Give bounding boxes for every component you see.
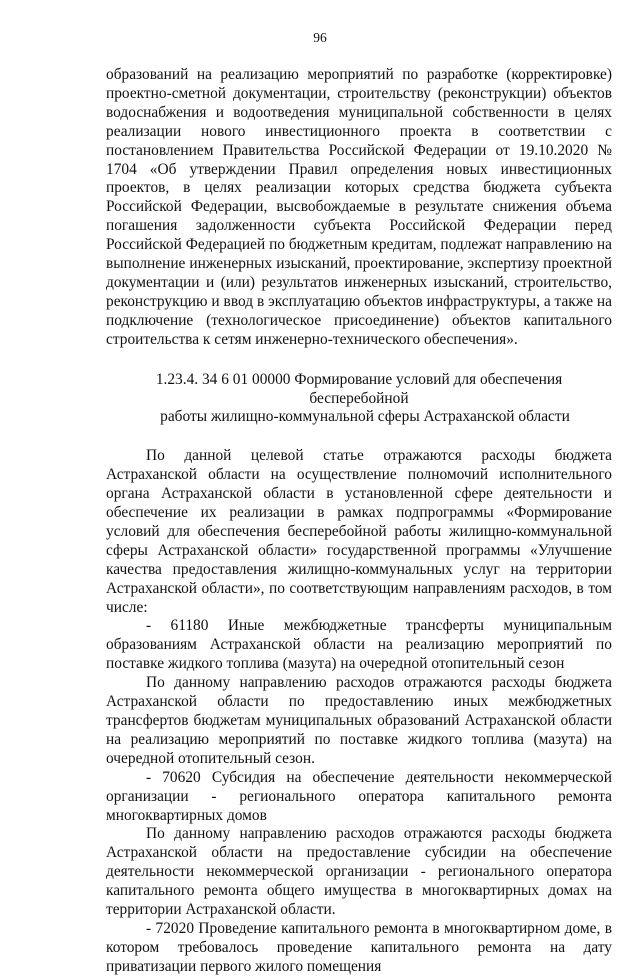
document-body xyxy=(106,66,612,977)
paragraph-item-61180: - 61180 Иные межбюджетные трансферты муниципальным образованиям Астраханской области на реализацию мероприятий по поставке жидкого топлива (мазута) на очередной отопительный сезон xyxy=(106,617,612,673)
paragraph-intro: По данной целевой статье отражаются расходы бюджета Астраханской области на осуществление полномочий исполнительного органа Астраханской области в установленной сфере деятельности и обеспечение их реализации в рамках подпрограммы «Формирование условий для обеспечения бесперебойной работы жилищно-коммунальной сферы Астраханской области» государственной программы «Улучшение качества предоставления жилищно-коммунальных услуг на территории Астраханской области», по соответствующим направлениям расходов, в том числе: xyxy=(106,447,612,616)
page-number: 96 xyxy=(313,30,327,45)
section-heading xyxy=(106,371,612,428)
paragraph-item-72020: - 72020 Проведение капитального ремонта в многоквартирном доме, в котором требовалось проведение капитального ремонта на дату приватизации первого жилого помещения xyxy=(106,919,612,975)
section-heading-line-2: работы жилищно-коммунальной сферы Астраханской области xyxy=(160,408,570,426)
section-heading-line-1: 1.23.4. 34 6 01 00000 Формирование условий для обеспечения бесперебойной xyxy=(155,370,563,407)
paragraph-61180-description: По данному направлению расходов отражаются расходы бюджета Астраханской области по предоставлению иных межбюджетных трансфертов бюджетам муниципальных образований Астраханской области на реализацию мероприятий по поставке жидкого топлива (мазута) на очередной отопительный сезон. xyxy=(106,674,612,767)
paragraph-item-70620: - 70620 Субсидия на обеспечение деятельности некоммерческой организации - регионального оператора капитального ремонта многоквартирных домов xyxy=(106,768,612,824)
paragraph-70620-description: По данному направлению расходов отражаются расходы бюджета Астраханской области на предоставление субсидии на обеспечение деятельности некоммерческой организации - регионального оператора капитального ремонта общего имущества в многоквартирных домах на территории Астраханской области. xyxy=(106,825,612,919)
paragraph-continued: образований на реализацию мероприятий по разработке (корректировке) проектно-сметной документации, строительству (реконструкции) объектов водоснабжения и водоотведения муниципальной собственности в целях реализации нового инвестиционного проекта в соответствии с постановлением Правительства Российской Федерации от 19.10.2020 № 1704 «Об утверждении Правил определения новых инвестиционных проектов, в целях реализации которых средства бюджета субъекта Российской Федерации, высвобождаемые в результате снижения объема погашения задолженности субъекта Российской Федерации перед Российской Федерацией по бюджетным кредитам, подлежат направлению на выполнение инженерных изысканий, проектирование, экспертизу проектной документации и (или) результатов инженерных изысканий, строительство, реконструкцию и ввод в эксплуатацию объектов инфраструктуры, а также на подключение (технологическое присоединение) объектов капитального строительства к сетям инженерно-технического обеспечения». xyxy=(106,66,612,348)
